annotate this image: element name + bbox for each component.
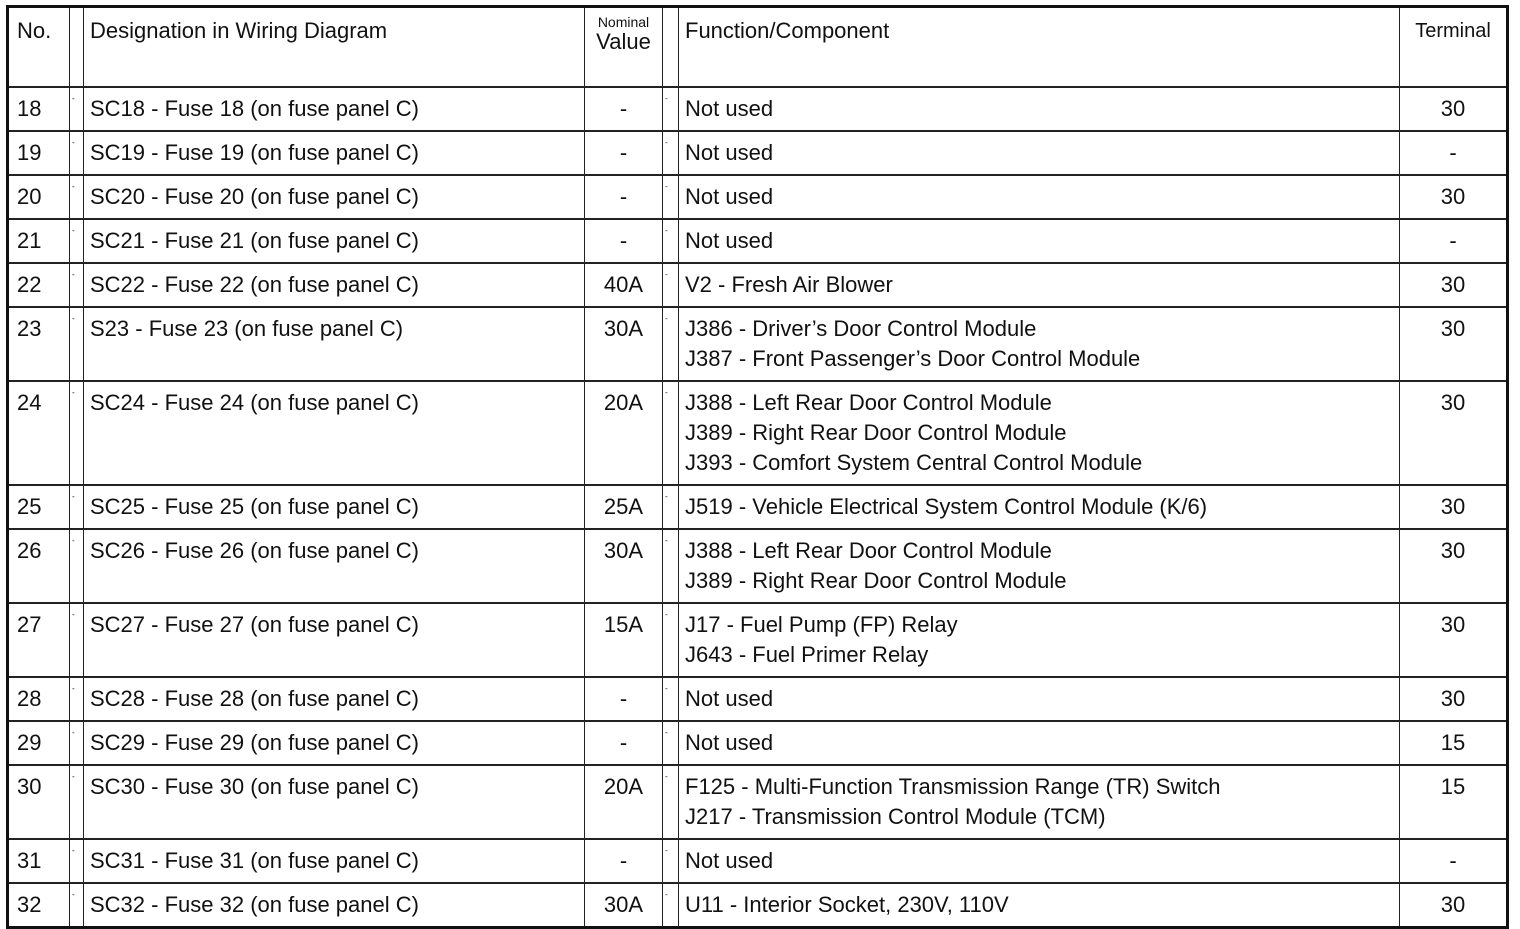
function-line: Not used [685,848,774,873]
tick-mark: - [665,728,668,737]
spacer-cell [663,87,679,131]
function-component [679,263,1400,307]
fuse-number: 30 [8,765,70,839]
terminal-value: 30 [1400,529,1508,603]
spacer-cell [70,839,84,883]
nominal-value: 40A [585,263,663,307]
function-component [679,175,1400,219]
table-row [8,263,1508,307]
table-row [8,677,1508,721]
table-body [8,87,1508,928]
terminal-value: 30 [1440,892,1466,917]
tick-mark: - [665,94,668,103]
fuse-number: 22 [8,263,70,307]
tick-mark: - [665,182,668,191]
tick-mark: - [72,846,75,855]
terminal-value: - [1400,839,1508,883]
spacer-cell [663,307,679,381]
tick-mark: - [72,890,75,899]
function-component [679,87,1400,131]
fuse-designation: SC20 - Fuse 20 (on fuse panel C) [84,175,585,219]
header-spacer-1 [70,7,84,88]
function-component [679,677,1400,721]
nominal-value: 20A [585,381,663,485]
terminal-value: 15 [1400,765,1508,839]
tick-mark: - [72,728,75,737]
nominal-value: 30A [585,307,663,381]
spacer-cell [663,529,679,603]
function-line: Not used [685,184,774,209]
spacer-cell [70,131,84,175]
function-line: J386 - Driver’s Door Control Module [685,316,1037,341]
spacer-cell [663,175,679,219]
fuse-number: 21 [8,219,70,263]
function-line: Not used [685,140,774,165]
nominal-value: - [585,839,663,883]
tick-mark: - [72,94,75,103]
spacer-cell [70,529,84,603]
spacer-cell [663,765,679,839]
function-line: J389 - Right Rear Door Control Module [685,420,1067,445]
table-row [8,175,1508,219]
fuse-number: 20 [8,175,70,219]
header-no: No. [8,7,70,88]
nominal-value: 15A [585,603,663,677]
fuse-designation: SC28 - Fuse 28 (on fuse panel C) [84,677,585,721]
table-row [8,529,1508,603]
tick-mark: - [72,270,75,279]
spacer-cell [70,175,84,219]
fuse-number: 28 [8,677,70,721]
fuse-designation: SC22 - Fuse 22 (on fuse panel C) [84,263,585,307]
fuse-number: 29 [8,721,70,765]
fuse-designation: SC26 - Fuse 26 (on fuse panel C) [84,529,585,603]
header-function: Function/Component [679,7,1400,88]
fuse-designation: SC18 - Fuse 18 (on fuse panel C) [84,87,585,131]
terminal-value: 30 [1400,603,1508,677]
nominal-value: - [585,131,663,175]
tick-mark: - [72,536,75,545]
tick-mark: - [665,226,668,235]
fuse-number: 32 [8,883,70,928]
table-row [8,131,1508,175]
header-spacer-2 [663,7,679,88]
function-component [679,839,1400,883]
function-component [679,219,1400,263]
tick-mark: - [72,226,75,235]
fuse-number: 23 [8,307,70,381]
function-component [679,883,1400,928]
table-row [8,219,1508,263]
terminal-value: - [1400,131,1508,175]
terminal-value: 30 [1400,381,1508,485]
tick-mark: - [72,772,75,781]
fuse-number: 27 [8,603,70,677]
tick-mark: - [72,388,75,397]
tick-mark: - [665,536,668,545]
fuse-designation: S23 - Fuse 23 (on fuse panel C) [84,307,585,381]
spacer-cell [663,603,679,677]
header-nominal-line1: Nominal [597,14,650,30]
fuse-number: 26 [8,529,70,603]
function-line: J387 - Front Passenger’s Door Control Module [685,346,1141,371]
tick-mark: - [665,846,668,855]
function-line: J389 - Right Rear Door Control Module [685,568,1067,593]
tick-mark: - [665,138,668,147]
terminal-value: 30 [1400,175,1508,219]
fuse-designation: SC30 - Fuse 30 (on fuse panel C) [84,765,585,839]
terminal-value: 30 [1400,485,1508,529]
fuse-number: 25 [8,485,70,529]
header-nominal [585,7,663,88]
tick-mark: - [665,388,668,397]
fuse-number: 19 [8,131,70,175]
header-terminal: Terminal [1400,7,1508,88]
function-line: J388 - Left Rear Door Control Module [685,390,1052,415]
fuse-table [6,5,1509,929]
spacer-cell [70,677,84,721]
function-component [679,603,1400,677]
tick-mark: - [72,182,75,191]
nominal-value: - [585,87,663,131]
fuse-designation: SC31 - Fuse 31 (on fuse panel C) [84,839,585,883]
terminal-value: 30 [1400,307,1508,381]
spacer-cell [70,721,84,765]
nominal-value: 25A [585,485,663,529]
spacer-cell [663,131,679,175]
function-line: U11 - Interior Socket, 230V, 110V [685,892,1009,917]
terminal-value: - [1400,219,1508,263]
function-component [679,765,1400,839]
tick-mark: - [665,890,668,899]
table-row [8,485,1508,529]
tick-mark: - [665,492,668,501]
spacer-cell [70,883,84,928]
function-line: Not used [685,686,774,711]
spacer-cell [70,307,84,381]
function-line: Not used [685,96,774,121]
header-designation: Designation in Wiring Diagram [84,7,585,88]
function-line: J519 - Vehicle Electrical System Control Module (K/6) [685,494,1208,519]
table-row [8,883,1508,928]
spacer-cell [663,219,679,263]
table-row [8,87,1508,131]
terminal-value: 30 [1400,677,1508,721]
spacer-cell [663,721,679,765]
terminal-value: 30 [1400,87,1508,131]
tick-mark: - [72,610,75,619]
tick-mark: - [72,492,75,501]
spacer-cell [663,883,679,928]
function-line: J17 - Fuel Pump (FP) Relay [685,612,958,637]
fuse-number: 24 [8,381,70,485]
fuse-designation: SC29 - Fuse 29 (on fuse panel C) [84,721,585,765]
function-component [679,307,1400,381]
tick-mark: - [665,684,668,693]
nominal-value: - [585,175,663,219]
function-component [679,485,1400,529]
tick-mark: - [665,314,668,323]
fuse-designation: SC19 - Fuse 19 (on fuse panel C) [84,131,585,175]
tick-mark: - [665,610,668,619]
header-nominal-line2: Value [596,29,651,54]
tick-mark: - [665,270,668,279]
tick-mark: - [665,772,668,781]
function-line: J393 - Comfort System Central Control Module [685,450,1143,475]
tick-mark: - [72,684,75,693]
spacer-cell [70,87,84,131]
tick-mark: - [72,314,75,323]
fuse-designation: SC32 - Fuse 32 (on fuse panel C) [84,883,585,928]
table-row [8,603,1508,677]
spacer-cell [663,381,679,485]
table-row [8,381,1508,485]
spacer-cell [70,603,84,677]
nominal-value: 30A [585,529,663,603]
function-line: J217 - Transmission Control Module (TCM) [685,804,1106,829]
nominal-value: - [585,721,663,765]
spacer-cell [70,219,84,263]
function-line: V2 - Fresh Air Blower [685,272,893,297]
header-row [8,7,1508,88]
fuse-number: 18 [8,87,70,131]
function-line: Not used [685,730,774,755]
spacer-cell [663,263,679,307]
function-line: Not used [685,228,774,253]
function-component [679,381,1400,485]
function-component [679,529,1400,603]
spacer-cell [663,485,679,529]
function-line: J643 - Fuel Primer Relay [685,642,929,667]
spacer-cell [70,263,84,307]
function-component [679,721,1400,765]
nominal-value: - [585,219,663,263]
table-row [8,839,1508,883]
fuse-number: 31 [8,839,70,883]
function-component [679,131,1400,175]
spacer-cell [70,485,84,529]
fuse-designation: SC27 - Fuse 27 (on fuse panel C) [84,603,585,677]
nominal-value: 30A [585,883,663,928]
table-row [8,721,1508,765]
terminal-value: 15 [1400,721,1508,765]
fuse-designation: SC21 - Fuse 21 (on fuse panel C) [84,219,585,263]
spacer-cell [663,839,679,883]
nominal-value: - [585,677,663,721]
table-row [8,307,1508,381]
table-row [8,765,1508,839]
nominal-value: 20A [585,765,663,839]
fuse-designation: SC25 - Fuse 25 (on fuse panel C) [84,485,585,529]
tick-mark: - [72,138,75,147]
function-line: J388 - Left Rear Door Control Module [685,538,1052,563]
function-line: F125 - Multi-Function Transmission Range (TR) Switch [685,774,1221,799]
terminal-value: 30 [1400,263,1508,307]
spacer-cell [70,381,84,485]
fuse-designation: SC24 - Fuse 24 (on fuse panel C) [84,381,585,485]
spacer-cell [70,765,84,839]
spacer-cell [663,677,679,721]
